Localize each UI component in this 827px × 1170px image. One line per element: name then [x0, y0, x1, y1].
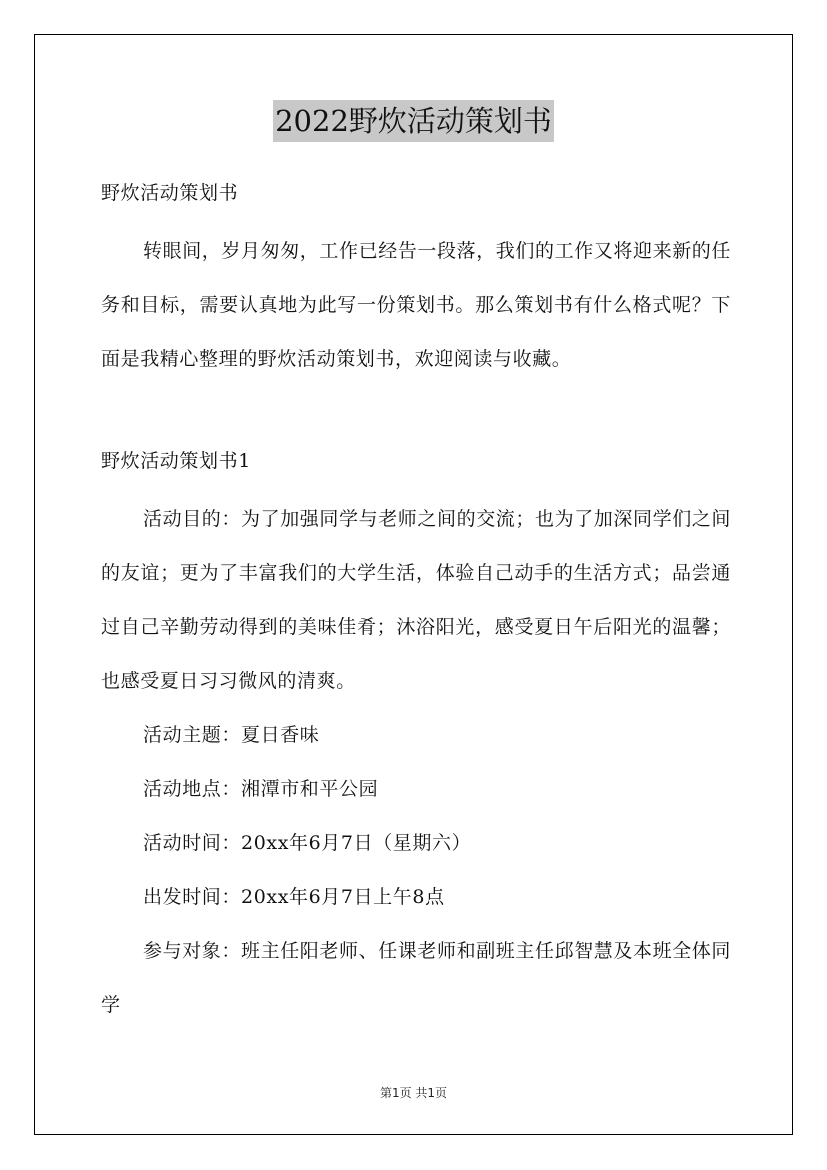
subtitle: 野炊活动策划书	[101, 182, 239, 204]
purpose-paragraph: 活动目的：为了加强同学与老师之间的交流；也为了加深同学们之间的友谊；更为了丰富我们的大学生活，体验自己动手的生活方式；品尝通过自己辛勤劳动得到的美味佳肴；沐浴阳光，感受夏日午后阳光的温馨；也感受夏日习习微风的清爽。	[101, 508, 732, 692]
section-heading: 野炊活动策划书1	[101, 450, 251, 472]
intro-paragraph: 转眼间，岁月匆匆，工作已经告一段落，我们的工作又将迎来新的任务和目标，需要认真地为此写一份策划书。那么策划书有什么格式呢？下面是我精心整理的野炊活动策划书，欢迎阅读与收藏。	[101, 240, 732, 370]
page-number: 第1页 共1页	[379, 1086, 448, 1100]
theme-line: 活动主题：夏日香味	[143, 724, 320, 746]
location-line: 活动地点：湘潭市和平公园	[143, 778, 379, 800]
document-body	[101, 170, 731, 1032]
participants-paragraph: 参与对象：班主任阳老师、任课老师和副班主任邱智慧及本班全体同学	[101, 940, 732, 1016]
page-footer	[0, 1084, 827, 1101]
departure-line: 出发时间：20xx年6月7日上午8点	[143, 886, 445, 908]
document-title	[0, 100, 827, 142]
document-title-text: 2022野炊活动策划书	[273, 100, 554, 142]
time-line: 活动时间：20xx年6月7日（星期六）	[143, 832, 472, 854]
